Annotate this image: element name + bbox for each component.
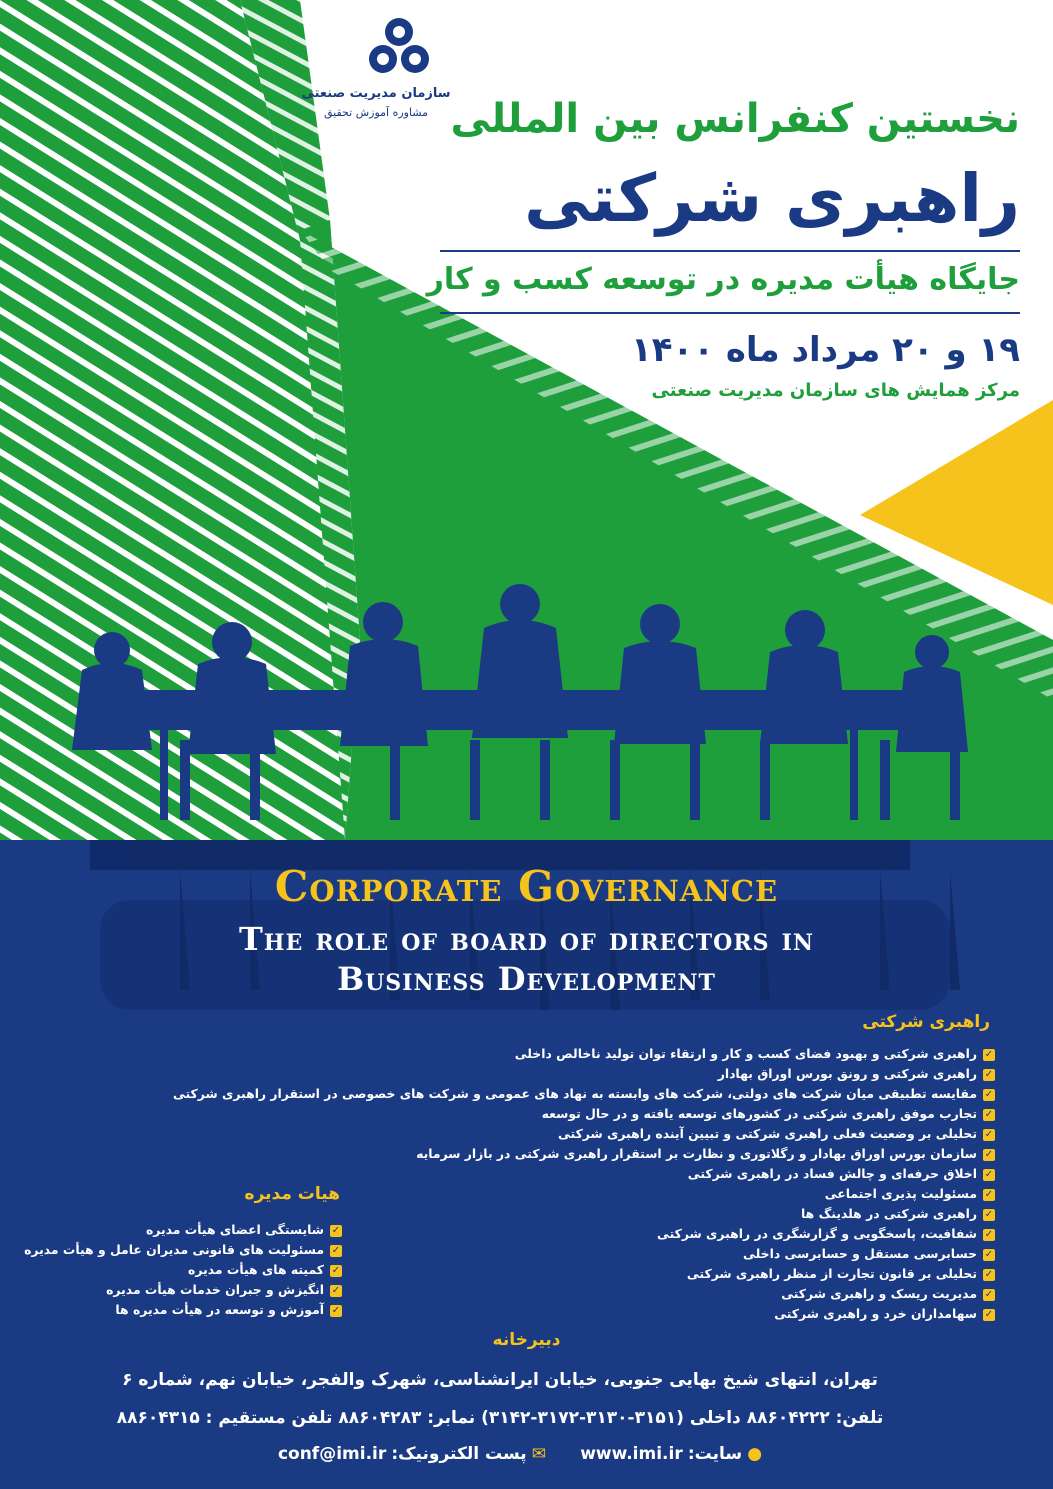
checkmark-icon: ✓ (984, 1188, 994, 1200)
list-item-text: مقایسه تطبیقی میان شرکت های دولتی، شرکت های وابسته به نهاد های عمومی و شرکت های خصوصی در استقرار راهبری شرکتی (172, 1086, 977, 1101)
checkmark-icon: ✓ (331, 1264, 341, 1276)
email-link[interactable]: conf@imi.ir (277, 1444, 387, 1464)
contact-row (200, 1444, 840, 1474)
list-item (195, 1124, 995, 1144)
list-item-text: تحلیلی بر وضعیت فعلی راهبری شرکتی و تبیین آینده راهبری شرکتی (557, 1126, 977, 1141)
list-item-text: سازمان بورس اوراق بهادار و رگلاتوری و نظارت بر استقرار راهبری شرکتی در بازار سرمایه (416, 1146, 977, 1161)
checkmark-icon: ✓ (984, 1268, 994, 1280)
checkmark-icon: ✓ (984, 1048, 994, 1060)
secretariat-phones: تلفن: ۸۸۶۰۴۲۲۲ داخلی (۳۱۵۱-۳۱۳۰-۳۱۷۲-۳۱۴۲) نمابر: ۸۸۶۰۴۲۸۳ تلفن مستقیم : ۸۸۶۰۴۳۱۵ (116, 1408, 884, 1428)
board-topics-list (22, 1220, 342, 1320)
checkmark-icon: ✓ (331, 1244, 341, 1256)
imi-logo-icon (364, 14, 434, 80)
list-item (195, 1164, 995, 1184)
secretariat-address: تهران، انتهای شیخ بهایی جنوبی، خیابان ایرانشناسی، شهرک والفجر، خیابان نهم، شماره ۶ (122, 1370, 878, 1390)
logo-org-sub: مشاوره آموزش تحقیق (323, 106, 429, 119)
list-item-text: شایستگی اعضای هیأت مدیره (145, 1222, 324, 1237)
board-section-heading: هیات مدیره (244, 1184, 340, 1204)
list-item-text: مدیریت ریسک و راهبری شرکتی (781, 1286, 977, 1301)
list-item (172, 1084, 995, 1104)
logo-org-name: سازمان مدیریت صنعتی (301, 86, 451, 101)
checkmark-icon: ✓ (984, 1308, 994, 1320)
checkmark-icon: ✓ (984, 1068, 994, 1080)
checkmark-icon: ✓ (984, 1088, 994, 1100)
english-title: Corporate Governance (274, 862, 779, 911)
list-item-text: مسئولیت های قانونی مدیران عامل و هیأت مدیره (24, 1242, 324, 1257)
divider-bottom (440, 312, 1020, 314)
list-item (195, 1044, 995, 1064)
globe-icon: ● (747, 1444, 763, 1464)
list-item (195, 1064, 995, 1084)
english-subtitle-line2: Business Development (337, 960, 716, 998)
list-item (22, 1260, 342, 1280)
conference-line1: نخستین کنفرانس بین المللی (450, 96, 1020, 142)
checkmark-icon: ✓ (984, 1148, 994, 1160)
site-link[interactable]: www.imi.ir (580, 1444, 683, 1464)
secretariat-heading: دبیرخانه (492, 1330, 561, 1350)
list-item (22, 1280, 342, 1300)
list-item-text: اخلاق حرفه‌ای و چالش فساد در راهبری شرکتی (687, 1166, 977, 1181)
checkmark-icon: ✓ (984, 1248, 994, 1260)
list-item-text: کمیته های هیأت مدیره (188, 1262, 324, 1277)
checkmark-icon: ✓ (984, 1108, 994, 1120)
list-item-text: مسئولیت پذیری اجتماعی (824, 1186, 977, 1201)
list-item-text: انگیزش و جبران خدمات هیأت مدیره (106, 1282, 324, 1297)
checkmark-icon: ✓ (331, 1224, 341, 1236)
conference-subtitle: جایگاه هیأت مدیره در توسعه کسب و کار (426, 262, 1020, 297)
english-subtitle-line1: The role of board of directors in (238, 920, 815, 958)
list-item (22, 1240, 342, 1260)
poster-bottom (0, 840, 1053, 1489)
checkmark-icon: ✓ (331, 1284, 341, 1296)
list-item-text: حسابرسی مستقل و حسابرسی داخلی (743, 1246, 977, 1261)
checkmark-icon: ✓ (984, 1128, 994, 1140)
checkmark-icon: ✓ (984, 1168, 994, 1180)
list-item-text: راهبری شرکتی و بهبود فضای کسب و کار و ارتقاء توان تولید ناخالص داخلی (514, 1046, 977, 1061)
list-item-text: سهامداران خرد و راهبری شرکتی (774, 1306, 977, 1321)
list-item (195, 1104, 995, 1124)
conference-venue: مرکز همایش های سازمان مدیریت صنعتی (651, 380, 1020, 401)
checkmark-icon: ✓ (984, 1208, 994, 1220)
list-item (22, 1220, 342, 1240)
site-label: سایت: (687, 1444, 743, 1464)
corporate-section-heading: راهبری شرکتی (862, 1012, 990, 1032)
conference-title: راهبری شرکتی (524, 160, 1020, 237)
list-item (195, 1144, 995, 1164)
email-label: پست الکترونیک: (391, 1444, 527, 1464)
list-item (22, 1300, 342, 1320)
list-item-text: راهبری شرکتی و رونق بورس اوراق بهادار (717, 1066, 977, 1081)
mail-icon: ✉ (531, 1444, 546, 1464)
checkmark-icon: ✓ (331, 1304, 341, 1316)
divider-top (440, 250, 1020, 252)
list-item-text: تجارب موفق راهبری شرکتی در کشورهای توسعه یافته و در حال توسعه (541, 1106, 977, 1121)
conference-date: ۱۹ و ۲۰ مرداد ماه ۱۴۰۰ (630, 330, 1020, 370)
checkmark-icon: ✓ (984, 1228, 994, 1240)
list-item-text: آموزش و توسعه در هیأت مدیره ها (115, 1302, 324, 1317)
list-item-text: شفافیت، پاسخگویی و گزارشگری در راهبری شرکتی (657, 1226, 977, 1241)
checkmark-icon: ✓ (984, 1288, 994, 1300)
list-item-text: راهبری شرکتی در هلدینگ ها (801, 1206, 977, 1221)
list-item-text: تحلیلی بر قانون تجارت از منظر راهبری شرکتی (686, 1266, 977, 1281)
